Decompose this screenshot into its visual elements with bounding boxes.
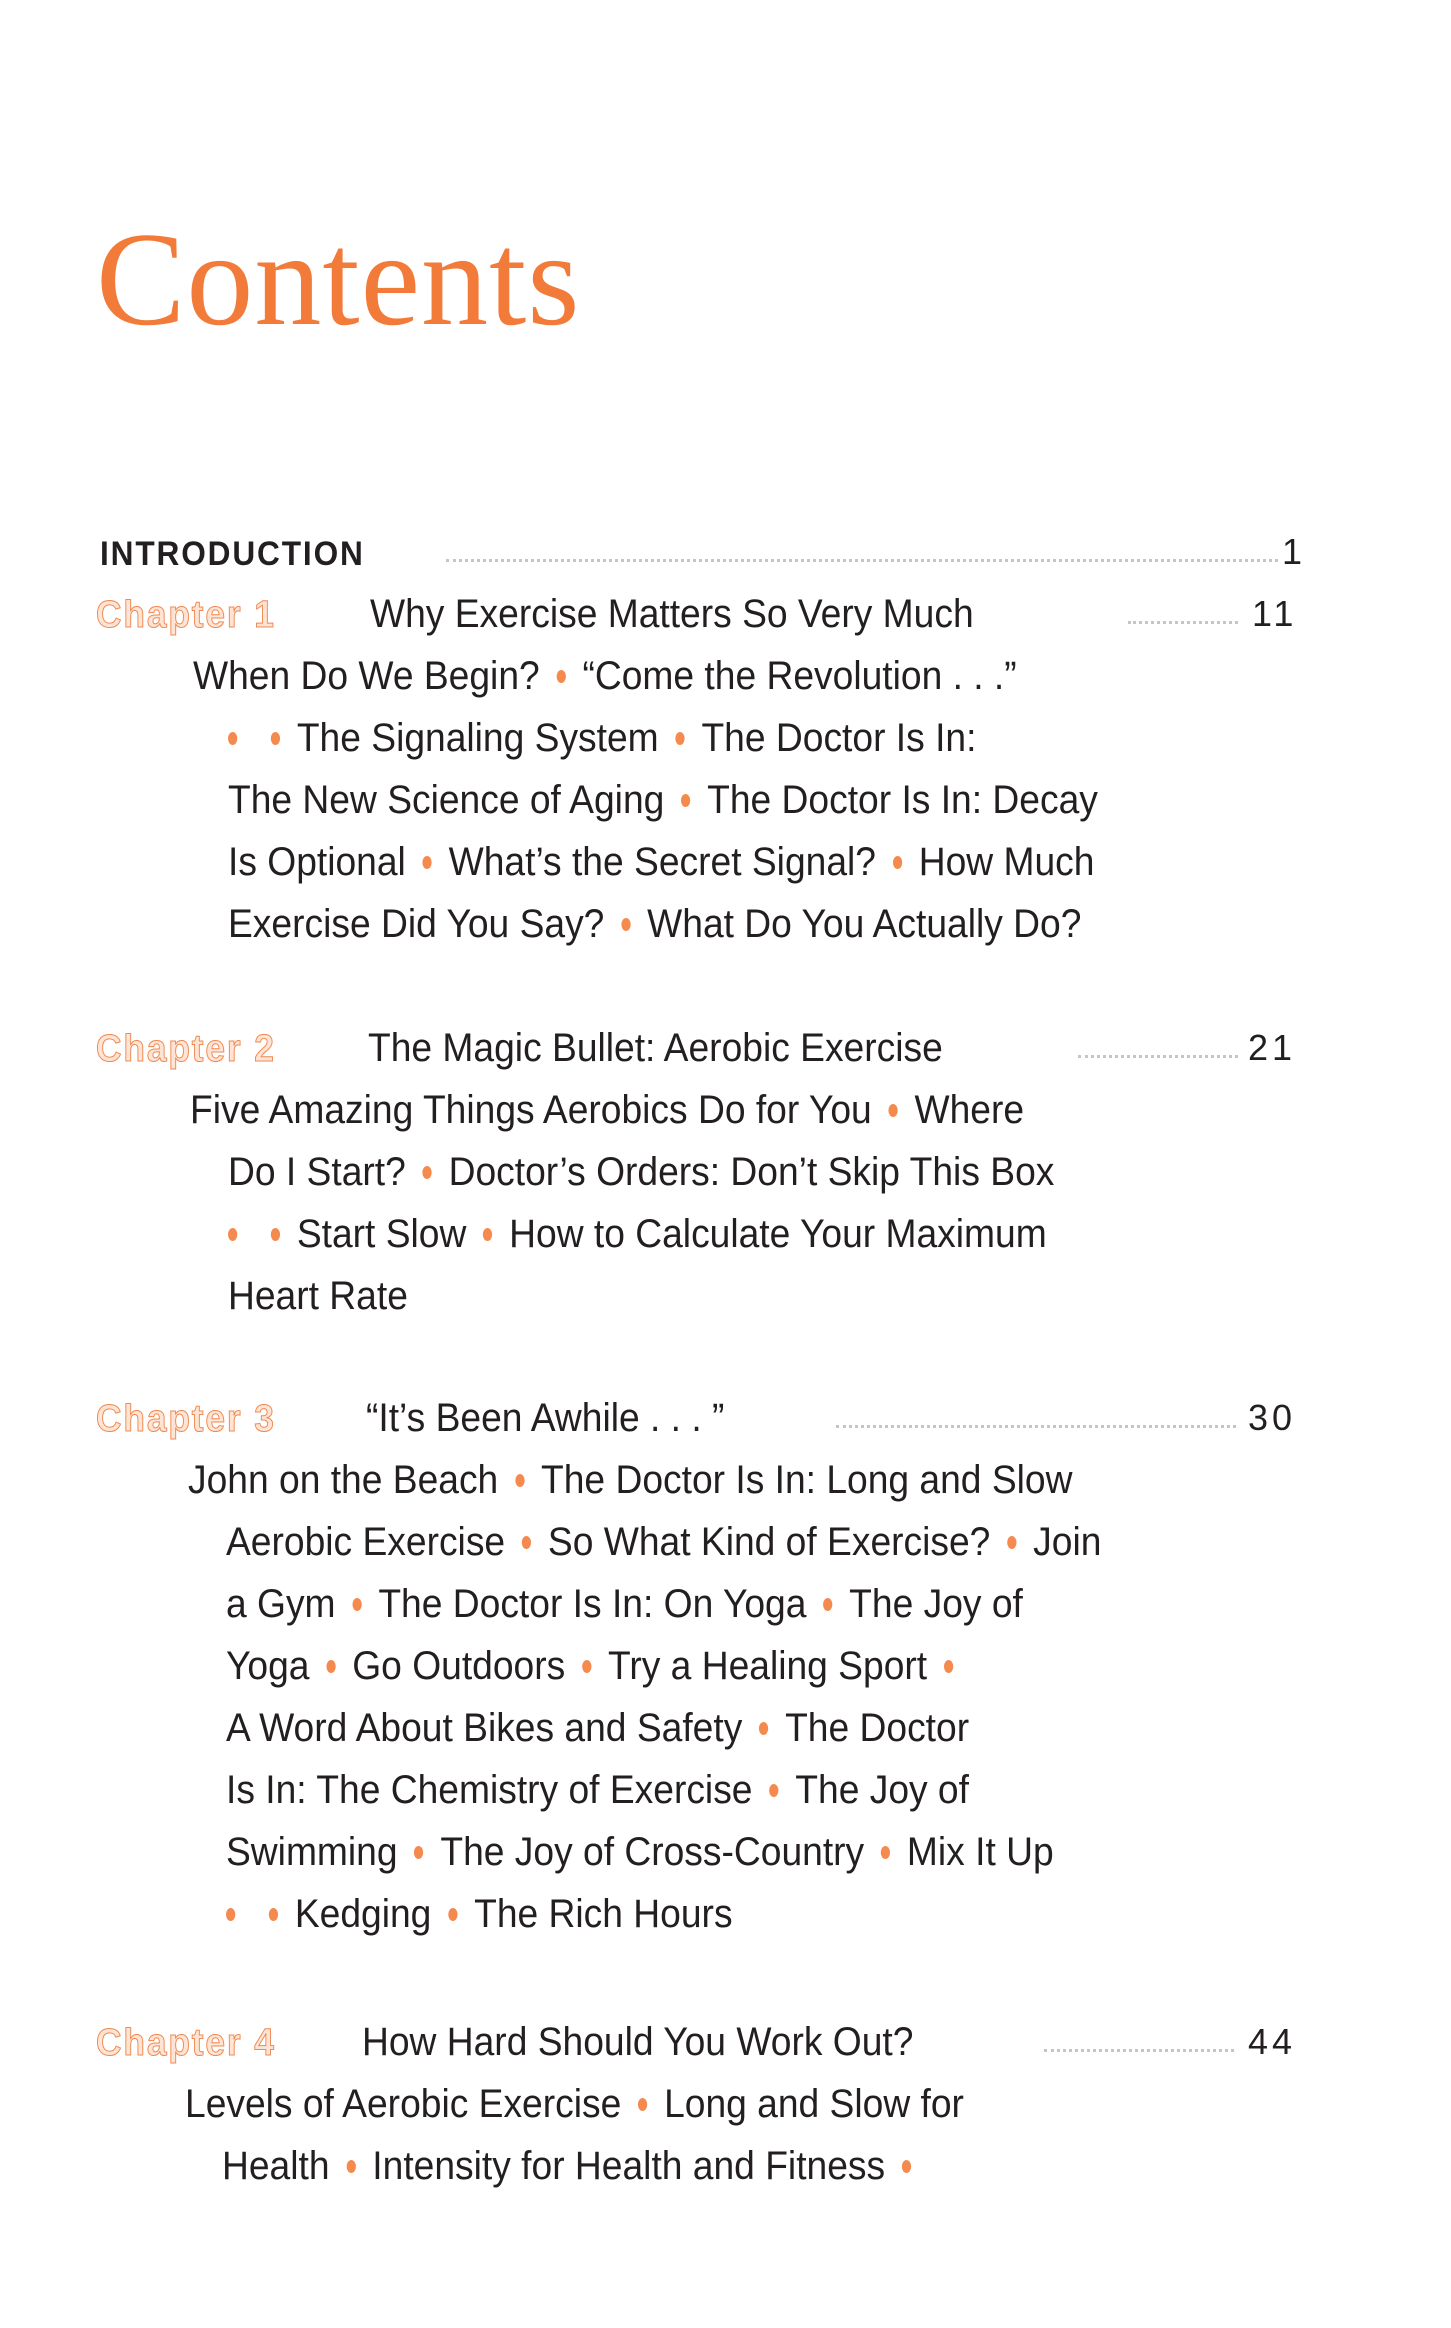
bullet-icon <box>423 856 432 869</box>
section-line <box>228 836 1094 888</box>
bullet-icon <box>352 1598 361 1611</box>
section-link[interactable]: The Rich Hours <box>474 1892 733 1936</box>
section-line <box>188 1454 1072 1506</box>
section-link[interactable]: Five Amazing Things Aerobics Do for You <box>190 1088 872 1132</box>
section-link[interactable]: Is Optional <box>228 840 406 884</box>
section-link[interactable]: The Doctor Is In: Decay <box>707 778 1098 822</box>
section-link[interactable]: Long and Slow for <box>664 2082 964 2126</box>
bullet-icon <box>902 2160 911 2173</box>
toc-entry-chapter-1[interactable] <box>96 588 276 641</box>
bullet-icon <box>423 1166 432 1179</box>
section-link[interactable]: Start Slow <box>296 1212 467 1256</box>
section-link[interactable]: So What Kind of Exercise? <box>547 1520 991 1564</box>
section-link[interactable]: Exercise Did You Say? <box>228 902 605 946</box>
chapter-title[interactable]: “It’s Been Awhile . . . ” <box>366 1396 725 1440</box>
bullet-icon <box>346 2160 355 2173</box>
bullet-icon <box>414 1846 423 1859</box>
section-link[interactable]: The Joy of Cross-Country <box>440 1830 865 1874</box>
section-link[interactable]: Where <box>914 1088 1025 1132</box>
section-link[interactable]: When Do We Begin? <box>193 654 540 698</box>
bullet-icon <box>621 918 630 931</box>
bullet-icon <box>675 732 684 745</box>
bullet-icon <box>228 732 237 745</box>
bullet-icon <box>448 1908 457 1921</box>
chapter-title[interactable]: The Magic Bullet: Aerobic Exercise <box>368 1026 943 1070</box>
section-link[interactable]: The Signaling System <box>296 716 659 760</box>
toc-entry-chapter-4[interactable] <box>96 2016 276 2069</box>
section-link[interactable]: Mix It Up <box>906 1830 1054 1874</box>
dot-leader <box>446 556 1278 562</box>
section-line <box>226 1826 1054 1878</box>
section-link[interactable]: Swimming <box>226 1830 398 1874</box>
bullet-icon <box>515 1474 524 1487</box>
section-link[interactable]: Join <box>1033 1520 1102 1564</box>
section-line <box>185 2078 964 2130</box>
bullet-icon <box>893 856 902 869</box>
bullet-icon <box>888 1104 897 1117</box>
section-link[interactable]: “Come the Revolution . . .” <box>582 654 1017 698</box>
section-link[interactable]: Aerobic Exercise <box>226 1520 506 1564</box>
section-link[interactable]: Health <box>222 2144 330 2188</box>
section-link[interactable]: John on the Beach <box>188 1458 499 1502</box>
chapter-label: Chapter 4 <box>96 2022 276 2064</box>
section-link[interactable]: The New Science of Aging <box>228 778 665 822</box>
toc-entry-chapter-2[interactable] <box>96 1022 276 1075</box>
section-line <box>228 712 976 764</box>
dot-leader <box>1044 2046 1234 2052</box>
section-link[interactable]: How to Calculate Your Maximum <box>509 1212 1047 1256</box>
section-link[interactable]: How Much <box>918 840 1095 884</box>
section-link[interactable]: Kedging <box>294 1892 432 1936</box>
section-line <box>228 1270 408 1322</box>
section-link[interactable]: Try a Healing Sport <box>608 1644 928 1688</box>
section-link[interactable]: The Joy of <box>849 1582 1023 1626</box>
section-link[interactable]: Doctor’s Orders: Don’t Skip This Box <box>448 1150 1055 1194</box>
bullet-icon <box>228 1228 237 1241</box>
page-number: 30 <box>1248 1397 1297 1438</box>
bullet-icon <box>226 1908 235 1921</box>
section-line <box>226 1764 969 1816</box>
section-line <box>226 1640 970 1692</box>
section-link[interactable]: a Gym <box>226 1582 336 1626</box>
chapter-title[interactable]: How Hard Should You Work Out? <box>362 2020 914 2064</box>
chapter-label: Chapter 1 <box>96 594 276 636</box>
page-number: 1 <box>1282 531 1307 572</box>
section-link[interactable]: Heart Rate <box>228 1274 408 1318</box>
section-link[interactable]: The Doctor Is In: Long and Slow <box>541 1458 1073 1502</box>
section-line <box>190 1084 1024 1136</box>
section-link[interactable]: What Do You Actually Do? <box>647 902 1082 946</box>
section-line <box>228 774 1098 826</box>
section-link[interactable]: The Joy of <box>795 1768 969 1812</box>
section-link[interactable]: Is In: The Chemistry of Exercise <box>226 1768 753 1812</box>
bullet-icon <box>944 1660 953 1673</box>
section-link[interactable]: Levels of Aerobic Exercise <box>185 2082 622 2126</box>
bullet-icon <box>556 670 565 683</box>
section-link[interactable]: The Doctor Is In: <box>701 716 977 760</box>
bullet-icon <box>759 1722 768 1735</box>
bullet-icon <box>681 794 690 807</box>
toc-entry-introduction[interactable] <box>100 526 365 580</box>
dot-leader <box>836 1422 1236 1428</box>
bullet-icon <box>326 1660 335 1673</box>
page-number: 11 <box>1252 593 1298 634</box>
bullet-icon <box>638 2098 647 2111</box>
bullet-icon <box>881 1846 890 1859</box>
bullet-icon <box>271 732 280 745</box>
section-line <box>222 2140 928 2192</box>
section-line <box>228 1146 1054 1198</box>
bullet-icon <box>823 1598 832 1611</box>
bullet-icon <box>269 1908 278 1921</box>
bullet-icon <box>271 1228 280 1241</box>
page-title: Contents <box>96 205 581 353</box>
chapter-title[interactable]: Why Exercise Matters So Very Much <box>370 592 974 636</box>
chapter-label: Chapter 2 <box>96 1028 276 1070</box>
section-line <box>193 650 1017 702</box>
section-line <box>226 1516 1101 1568</box>
section-link[interactable]: The Doctor Is In: On Yoga <box>378 1582 807 1626</box>
section-line <box>228 1208 1047 1260</box>
section-line <box>226 1702 969 1754</box>
section-link[interactable]: A Word About Bikes and Safety <box>226 1706 743 1750</box>
section-line <box>226 1578 1023 1630</box>
bullet-icon <box>769 1784 778 1797</box>
bullet-icon <box>582 1660 591 1673</box>
section-link[interactable]: Intensity for Health and Fitness <box>372 2144 886 2188</box>
dot-leader <box>1128 618 1238 624</box>
section-link[interactable]: Go Outdoors <box>352 1644 566 1688</box>
toc-entry-chapter-3[interactable] <box>96 1392 276 1445</box>
section-link[interactable]: What’s the Secret Signal? <box>448 840 876 884</box>
section-link[interactable]: Yoga <box>226 1644 310 1688</box>
chapter-label: Chapter 3 <box>96 1398 276 1440</box>
section-line <box>226 1888 733 1940</box>
section-link[interactable]: Do I Start? <box>228 1150 406 1194</box>
section-line <box>228 898 1081 950</box>
bullet-icon <box>1007 1536 1016 1549</box>
bullet-icon <box>522 1536 531 1549</box>
dot-leader <box>1078 1052 1238 1058</box>
section-link[interactable]: The Doctor <box>785 1706 970 1750</box>
introduction-label: INTRODUCTION <box>100 535 365 573</box>
page-number: 44 <box>1248 2021 1297 2062</box>
page-number: 21 <box>1248 1027 1297 1068</box>
bullet-icon <box>483 1228 492 1241</box>
